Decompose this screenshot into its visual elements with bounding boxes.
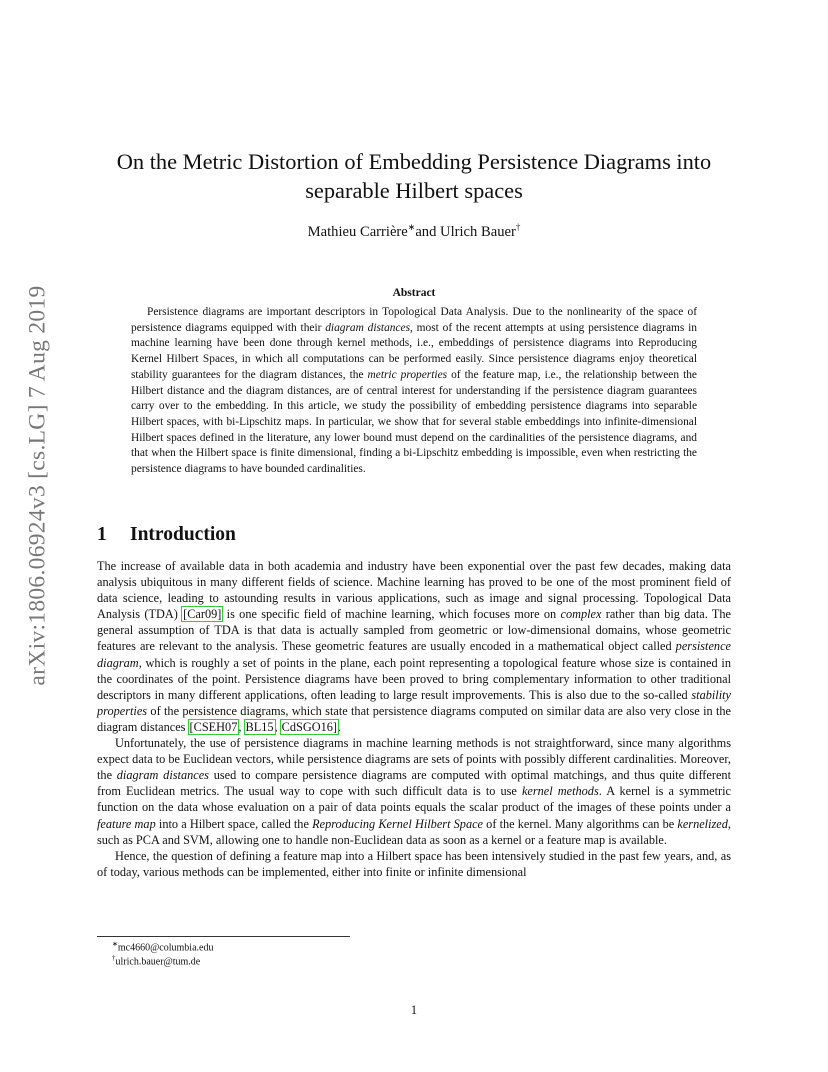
- paragraph-emphasis: kernelized: [677, 816, 728, 831]
- arxiv-identifier-stamp: [18, 284, 58, 686]
- paper-title-line-1: On the Metric Distortion of Embedding Persistence Diagrams into: [116, 149, 712, 174]
- paragraph-text: .: [338, 719, 342, 734]
- citation-separator: ,: [238, 719, 245, 734]
- paragraph-text: Unfortunately, the use of persistence diagrams in machine learning methods is not straightforward, since many algorithms expect data to be Euclidean vectors, while persistence diagrams are sets of points with possibly different cardinalities. Moreover, the: [97, 736, 731, 783]
- abstract-text-part: of the feature map, i.e., the relationship between the Hilbert distance and the diagram distances, are of central interest for understanding if the persistence diagram guarantees carry over to the embedding. In this article, we study the possibility of embedding persistence diagrams into separable Hilbert spaces, with bi-Lipschitz maps. In particular, we show that for several stable embeddings into infinite-dimensional Hilbert spaces defined in the literature, any lower bound must depend on the cardinalities of the persistence diagrams, and that when the Hilbert space is finite dimensional, finding a bi-Lipschitz embedding is impossible, even when restricting the persistence diagrams to have bounded cardinalities.: [131, 368, 697, 476]
- footnote-mark: ∗: [112, 940, 118, 948]
- paragraph-emphasis: persistence diagram: [97, 639, 731, 670]
- footnote-divider: [97, 936, 350, 937]
- abstract-text-part: Persistence diagrams are important descriptors in Topological Data Analysis. Due to the nonlinearity of the space of persistence diagrams equipped with their: [131, 306, 697, 334]
- footnote-mark-1[interactable]: ∗: [407, 222, 416, 232]
- section-body: [97, 558, 731, 880]
- author-name-2: Ulrich Bauer: [440, 223, 516, 240]
- paragraph-emphasis: complex: [560, 607, 602, 622]
- paragraph-text: used to compare persistence diagrams are computed with optimal matchings, and thus quite different from Euclidean metrics. The usual way to cope with such difficult data is to use: [97, 768, 731, 799]
- abstract-emphasis: metric properties: [367, 368, 448, 381]
- citation-link[interactable]: [CSEH07: [189, 719, 238, 734]
- paper-title: [98, 147, 730, 205]
- paragraph-text: of the persistence diagrams, which state that persistence diagrams computed on similar data are also very close in the diagram distances: [97, 703, 731, 734]
- paragraph-text: rather than big data. The general assumption of TDA is that data is actually sampled from geometric or low-dimensional domains, whose geometric features are relevant to the analysis. These geometric features are usually encoded in a mathematical object called: [97, 607, 731, 654]
- paragraph-text: into a Hilbert space, called the: [155, 816, 313, 831]
- section-heading-introduction: [97, 524, 236, 546]
- author-name-1: Mathieu Carrière: [307, 223, 408, 240]
- footnote-mark-2[interactable]: †: [515, 222, 521, 232]
- arxiv-identifier-text: arXiv:1806.06924v3 [cs.LG] 7 Aug 2019: [24, 284, 51, 686]
- footnote-2: [112, 954, 200, 967]
- footnote-email-link[interactable]: mc4660@columbia.edu: [117, 942, 214, 954]
- paragraph-emphasis: Reproducing Kernel Hilbert Space: [312, 816, 484, 831]
- abstract-emphasis: diagram distances: [325, 321, 411, 334]
- paragraph-text: . A kernel is a symmetric function on the data whose evaluation on a pair of data points equals the scalar product of the images of these points under a: [97, 784, 731, 815]
- footnote-1: [112, 940, 213, 953]
- author-line: [98, 222, 730, 241]
- paragraph-3: [97, 848, 731, 880]
- abstract-heading: Abstract: [392, 287, 436, 299]
- paragraph-text: , such as PCA and SVM, allowing one to handle non-Euclidean data as soon as a kernel or a feature map is available.: [97, 816, 731, 847]
- paragraph-text: , which is roughly a set of points in the plane, each point representing a topological feature whose size is contained in the coordinates of the point. Persistence diagrams have been proved to bring complementary information to other traditional descriptors in many different applications, often leading to large result improvements. This is also due to the so-called: [97, 655, 731, 702]
- paragraph-emphasis: diagram distances: [116, 768, 209, 783]
- citation-link[interactable]: BL15: [245, 719, 274, 734]
- paragraph-text: Hence, the question of defining a feature map into a Hilbert space has been intensively studied in the past few years, and, as of today, various methods can be implemented, either into finite or infinite dimensional: [97, 848, 731, 879]
- paragraph-emphasis: kernel methods: [521, 784, 599, 799]
- citation-link[interactable]: [Car09]: [183, 607, 222, 622]
- footnote-mark: †: [112, 954, 116, 962]
- author-connector: and: [415, 223, 441, 240]
- footnote-email-link[interactable]: ulrich.bauer@tum.de: [115, 956, 201, 968]
- paragraph-1: [97, 558, 731, 735]
- section-number: 1: [97, 524, 107, 545]
- paragraph-text: The increase of available data in both academia and industry have been exponential over the past few decades, making data analysis ubiquitous in many different fields of science. Machine learning has proved to be one of the most prominent field of data science, leading to astounding results in various applications, such as image and signal processing. Topological Data Analysis (TDA): [97, 559, 731, 622]
- paragraph-emphasis: feature map: [97, 816, 156, 831]
- citation-separator: ,: [274, 719, 281, 734]
- citation-link[interactable]: CdSGO16]: [281, 719, 338, 734]
- section-title: Introduction: [130, 524, 236, 545]
- paper-title-line-2: separable Hilbert spaces: [305, 178, 523, 203]
- paragraph-text: is one specific field of machine learning, which focuses more on: [222, 607, 561, 622]
- paragraph-2: [97, 735, 731, 848]
- paragraph-text: of the kernel. Many algorithms can be: [483, 816, 678, 831]
- abstract-text-part: , most of the recent attempts at using persistence diagrams in machine learning have been done through kernel methods, i.e., embeddings of persistence diagrams into Reproducing Kernel Hilbert Spaces, in which all computations can be performed easily. Since persistence diagrams enjoy theoretical stability guarantees for the diagram distances, the: [131, 321, 697, 381]
- page-number: 1: [410, 1003, 418, 1017]
- paragraph-emphasis: stability properties: [97, 687, 731, 718]
- abstract-text: [131, 305, 697, 478]
